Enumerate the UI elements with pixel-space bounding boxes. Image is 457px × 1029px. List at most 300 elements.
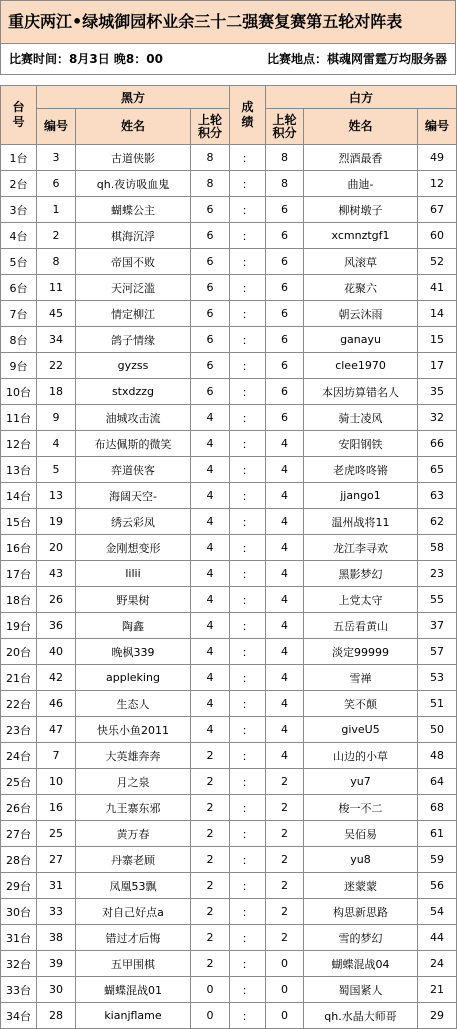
table-row [1, 379, 457, 405]
black-score-cell: 4 [191, 509, 230, 535]
table-no-cell: 29台 [1, 873, 37, 899]
table-no-cell: 9台 [1, 353, 37, 379]
black-number-cell: 27 [37, 847, 76, 873]
result-cell: ： [230, 483, 266, 509]
black-name-cell: 月之泉 [76, 769, 191, 795]
white-number-cell: 66 [418, 431, 457, 457]
table-row [1, 769, 457, 795]
result-cell: ： [230, 509, 266, 535]
white-name-cell: 梭一不二 [304, 795, 418, 821]
info-bar [0, 44, 456, 75]
result-cell: ： [230, 587, 266, 613]
table-no-cell: 18台 [1, 587, 37, 613]
result-cell: ： [230, 535, 266, 561]
white-number-cell: 23 [418, 561, 457, 587]
black-name-cell: 陶鑫 [76, 613, 191, 639]
white-number-cell: 14 [418, 301, 457, 327]
result-cell: ： [230, 691, 266, 717]
table-no-cell: 1台 [1, 145, 37, 171]
black-name-cell: 鸽子情缘 [76, 327, 191, 353]
result-cell: ： [230, 873, 266, 899]
white-name-cell: 柳树墩子 [304, 197, 418, 223]
table-row [1, 223, 457, 249]
black-number-cell: 4 [37, 431, 76, 457]
white-number-cell: 48 [418, 743, 457, 769]
black-score-cell: 2 [191, 769, 230, 795]
white-name-cell: 雪禅 [304, 665, 418, 691]
white-score-cell: 4 [266, 535, 304, 561]
table-row [1, 847, 457, 873]
table-no-cell: 23台 [1, 717, 37, 743]
result-cell: ： [230, 717, 266, 743]
black-score-cell: 8 [191, 171, 230, 197]
table-no-cell: 11台 [1, 405, 37, 431]
black-score-cell: 4 [191, 431, 230, 457]
white-score-cell: 0 [266, 951, 304, 977]
black-score-cell: 6 [191, 327, 230, 353]
black-name-cell: 错过才后悔 [76, 925, 191, 951]
black-number-cell: 5 [37, 457, 76, 483]
result-cell: ： [230, 275, 266, 301]
header-result: 成绩 [230, 86, 266, 145]
header-white: 白方 [266, 86, 457, 109]
black-name-cell: 蝴蝶混战01 [76, 977, 191, 1003]
black-name-cell: 九王寨东邪 [76, 795, 191, 821]
white-number-cell: 24 [418, 951, 457, 977]
table-no-cell: 22台 [1, 691, 37, 717]
black-name-cell: 帝国不败 [76, 249, 191, 275]
black-score-cell: 6 [191, 223, 230, 249]
white-name-cell: 山边的小草 [304, 743, 418, 769]
black-name-cell: 油城攻击流 [76, 405, 191, 431]
white-score-cell: 4 [266, 483, 304, 509]
result-cell: ： [230, 249, 266, 275]
white-name-cell: 骑士凌风 [304, 405, 418, 431]
black-score-cell: 4 [191, 483, 230, 509]
black-score-cell: 2 [191, 951, 230, 977]
white-score-cell: 6 [266, 327, 304, 353]
white-name-cell: clee1970 [304, 353, 418, 379]
black-number-cell: 19 [37, 509, 76, 535]
black-number-cell: 1 [37, 197, 76, 223]
table-no-cell: 25台 [1, 769, 37, 795]
white-number-cell: 41 [418, 275, 457, 301]
black-name-cell: 黄万春 [76, 821, 191, 847]
white-number-cell: 52 [418, 249, 457, 275]
result-cell: ： [230, 951, 266, 977]
white-number-cell: 29 [418, 1003, 457, 1029]
white-score-cell: 2 [266, 795, 304, 821]
header-row-1 [1, 86, 457, 109]
black-score-cell: 0 [191, 1003, 230, 1029]
black-score-cell: 6 [191, 197, 230, 223]
black-score-cell: 6 [191, 353, 230, 379]
table-row [1, 301, 457, 327]
result-cell: ： [230, 639, 266, 665]
white-name-cell: 五岳看黄山 [304, 613, 418, 639]
black-name-cell: 棋海沉浮 [76, 223, 191, 249]
table-no-cell: 7台 [1, 301, 37, 327]
white-score-cell: 4 [266, 561, 304, 587]
white-name-cell: ganayu [304, 327, 418, 353]
black-number-cell: 3 [37, 145, 76, 171]
black-score-cell: 4 [191, 639, 230, 665]
black-number-cell: 38 [37, 925, 76, 951]
white-number-cell: 44 [418, 925, 457, 951]
black-number-cell: 9 [37, 405, 76, 431]
white-score-cell: 4 [266, 665, 304, 691]
black-name-cell: 天河泛滥 [76, 275, 191, 301]
black-name-cell: 蝴蝶公主 [76, 197, 191, 223]
result-cell: ： [230, 197, 266, 223]
black-score-cell: 4 [191, 457, 230, 483]
result-cell: ： [230, 977, 266, 1003]
table-no-cell: 19台 [1, 613, 37, 639]
table-row [1, 977, 457, 1003]
black-name-cell: appleking [76, 665, 191, 691]
table-no-cell: 34台 [1, 1003, 37, 1029]
black-number-cell: 40 [37, 639, 76, 665]
white-score-cell: 0 [266, 1003, 304, 1029]
table-row [1, 899, 457, 925]
black-name-cell: 弈道侠客 [76, 457, 191, 483]
black-score-cell: 4 [191, 613, 230, 639]
black-number-cell: 43 [37, 561, 76, 587]
table-no-cell: 6台 [1, 275, 37, 301]
header-white-number: 编号 [418, 109, 457, 145]
black-number-cell: 28 [37, 1003, 76, 1029]
white-score-cell: 6 [266, 405, 304, 431]
black-number-cell: 34 [37, 327, 76, 353]
table-no-cell: 3台 [1, 197, 37, 223]
black-score-cell: 2 [191, 743, 230, 769]
white-name-cell: 安阳钢铁 [304, 431, 418, 457]
black-score-cell: 0 [191, 977, 230, 1003]
black-number-cell: 39 [37, 951, 76, 977]
table-no-cell: 2台 [1, 171, 37, 197]
white-number-cell: 67 [418, 197, 457, 223]
result-cell: ： [230, 405, 266, 431]
result-cell: ： [230, 301, 266, 327]
result-cell: ： [230, 769, 266, 795]
black-name-cell: 对自己好点a [76, 899, 191, 925]
black-number-cell: 45 [37, 301, 76, 327]
white-score-cell: 6 [266, 275, 304, 301]
black-score-cell: 2 [191, 795, 230, 821]
white-name-cell: 本因坊算错名人 [304, 379, 418, 405]
white-number-cell: 50 [418, 717, 457, 743]
white-score-cell: 4 [266, 743, 304, 769]
white-name-cell: 笑不颠 [304, 691, 418, 717]
white-name-cell: 温州战将11 [304, 509, 418, 535]
table-no-cell: 13台 [1, 457, 37, 483]
result-cell: ： [230, 847, 266, 873]
header-black: 黑方 [37, 86, 230, 109]
black-score-cell: 4 [191, 691, 230, 717]
black-number-cell: 6 [37, 171, 76, 197]
result-cell: ： [230, 353, 266, 379]
black-number-cell: 13 [37, 483, 76, 509]
result-cell: ： [230, 327, 266, 353]
black-score-cell: 4 [191, 405, 230, 431]
white-number-cell: 64 [418, 769, 457, 795]
sheet-title: 重庆两江•绿城御园杯业余三十二强赛复赛第五轮对阵表 [0, 0, 456, 44]
result-cell: ： [230, 431, 266, 457]
result-cell: ： [230, 821, 266, 847]
table-no-cell: 21台 [1, 665, 37, 691]
white-score-cell: 4 [266, 691, 304, 717]
black-score-cell: 4 [191, 665, 230, 691]
black-number-cell: 16 [37, 795, 76, 821]
table-no-cell: 12台 [1, 431, 37, 457]
black-score-cell: 6 [191, 249, 230, 275]
white-name-cell: 黑影梦幻 [304, 561, 418, 587]
table-row [1, 925, 457, 951]
white-name-cell: 吴佰易 [304, 821, 418, 847]
table-row [1, 951, 457, 977]
table-no-cell: 30台 [1, 899, 37, 925]
table-row [1, 743, 457, 769]
white-score-cell: 6 [266, 379, 304, 405]
white-number-cell: 15 [418, 327, 457, 353]
white-score-cell: 6 [266, 249, 304, 275]
white-score-cell: 8 [266, 145, 304, 171]
table-row [1, 613, 457, 639]
white-number-cell: 57 [418, 639, 457, 665]
black-number-cell: 8 [37, 249, 76, 275]
black-number-cell: 10 [37, 769, 76, 795]
table-row [1, 639, 457, 665]
white-number-cell: 49 [418, 145, 457, 171]
black-name-cell: 金刚想变形 [76, 535, 191, 561]
black-name-cell: 古道侠影 [76, 145, 191, 171]
black-name-cell: 情定柳江 [76, 301, 191, 327]
table-no-cell: 26台 [1, 795, 37, 821]
black-name-cell: stxdzzg [76, 379, 191, 405]
result-cell: ： [230, 379, 266, 405]
table-row [1, 665, 457, 691]
white-score-cell: 4 [266, 717, 304, 743]
table-row [1, 873, 457, 899]
black-name-cell: lilii [76, 561, 191, 587]
table-no-cell: 28台 [1, 847, 37, 873]
black-name-cell: 凤凰53飘 [76, 873, 191, 899]
black-number-cell: 7 [37, 743, 76, 769]
white-name-cell: 构思新思路 [304, 899, 418, 925]
black-name-cell: 晚枫339 [76, 639, 191, 665]
white-score-cell: 2 [266, 769, 304, 795]
table-no-cell: 33台 [1, 977, 37, 1003]
result-cell: ： [230, 925, 266, 951]
table-no-cell: 27台 [1, 821, 37, 847]
result-cell: ： [230, 795, 266, 821]
white-number-cell: 62 [418, 509, 457, 535]
table-no-cell: 20台 [1, 639, 37, 665]
table-no-cell: 16台 [1, 535, 37, 561]
black-name-cell: 野果树 [76, 587, 191, 613]
white-number-cell: 32 [418, 405, 457, 431]
black-number-cell: 46 [37, 691, 76, 717]
table-row [1, 171, 457, 197]
black-score-cell: 6 [191, 301, 230, 327]
match-venue: 比赛地点：棋魂网雷霆万均服务器 [266, 52, 447, 66]
table-row [1, 561, 457, 587]
header-table-no: 台号 [1, 86, 37, 145]
result-cell: ： [230, 899, 266, 925]
black-name-cell: 快乐小鱼2011 [76, 717, 191, 743]
white-name-cell: 上党太守 [304, 587, 418, 613]
white-score-cell: 6 [266, 301, 304, 327]
white-score-cell: 4 [266, 639, 304, 665]
black-score-cell: 6 [191, 275, 230, 301]
table-no-cell: 31台 [1, 925, 37, 951]
black-number-cell: 26 [37, 587, 76, 613]
black-score-cell: 4 [191, 561, 230, 587]
table-row [1, 405, 457, 431]
black-name-cell: 海阔天空- [76, 483, 191, 509]
black-number-cell: 42 [37, 665, 76, 691]
result-cell: ： [230, 457, 266, 483]
black-score-cell: 2 [191, 847, 230, 873]
white-name-cell: 老虎咚咚锵 [304, 457, 418, 483]
result-cell: ： [230, 613, 266, 639]
black-score-cell: 2 [191, 821, 230, 847]
white-score-cell: 2 [266, 847, 304, 873]
match-time: 比赛时间：8月3日 晚8：00 [9, 52, 163, 66]
black-name-cell: gyzss [76, 353, 191, 379]
result-cell: ： [230, 145, 266, 171]
white-score-cell: 4 [266, 613, 304, 639]
white-score-cell: 4 [266, 587, 304, 613]
white-score-cell: 6 [266, 223, 304, 249]
white-number-cell: 12 [418, 171, 457, 197]
table-row [1, 275, 457, 301]
table-no-cell: 10台 [1, 379, 37, 405]
white-number-cell: 56 [418, 873, 457, 899]
white-number-cell: 51 [418, 691, 457, 717]
table-no-cell: 17台 [1, 561, 37, 587]
black-score-cell: 4 [191, 717, 230, 743]
black-number-cell: 18 [37, 379, 76, 405]
table-no-cell: 5台 [1, 249, 37, 275]
black-name-cell: 布达佩斯的微笑 [76, 431, 191, 457]
table-row [1, 821, 457, 847]
white-score-cell: 2 [266, 899, 304, 925]
white-number-cell: 53 [418, 665, 457, 691]
black-score-cell: 2 [191, 873, 230, 899]
table-no-cell: 24台 [1, 743, 37, 769]
white-number-cell: 65 [418, 457, 457, 483]
white-score-cell: 4 [266, 431, 304, 457]
table-row [1, 431, 457, 457]
pairing-table [0, 85, 457, 1029]
black-score-cell: 4 [191, 535, 230, 561]
header-white-score: 上轮积分 [266, 109, 304, 145]
black-number-cell: 11 [37, 275, 76, 301]
result-cell: ： [230, 1003, 266, 1029]
black-number-cell: 20 [37, 535, 76, 561]
black-name-cell: 生态人 [76, 691, 191, 717]
white-name-cell: 朝云沐雨 [304, 301, 418, 327]
white-score-cell: 4 [266, 509, 304, 535]
white-name-cell: 蝴蝶混战04 [304, 951, 418, 977]
white-name-cell: xcmnztgf1 [304, 223, 418, 249]
black-score-cell: 2 [191, 899, 230, 925]
table-row [1, 249, 457, 275]
black-number-cell: 31 [37, 873, 76, 899]
white-score-cell: 8 [266, 171, 304, 197]
white-name-cell: 龙江李寻欢 [304, 535, 418, 561]
white-name-cell: 烈酒最香 [304, 145, 418, 171]
black-name-cell: 五甲围棋 [76, 951, 191, 977]
black-name-cell: qh.夜访吸血鬼 [76, 171, 191, 197]
table-row [1, 327, 457, 353]
result-cell: ： [230, 171, 266, 197]
white-score-cell: 4 [266, 457, 304, 483]
black-score-cell: 6 [191, 379, 230, 405]
black-name-cell: 绣云彩凤 [76, 509, 191, 535]
table-row [1, 197, 457, 223]
table-no-cell: 14台 [1, 483, 37, 509]
white-number-cell: 58 [418, 535, 457, 561]
black-score-cell: 4 [191, 587, 230, 613]
black-number-cell: 33 [37, 899, 76, 925]
white-name-cell: 迷蒙蒙 [304, 873, 418, 899]
white-name-cell: giveU5 [304, 717, 418, 743]
black-score-cell: 8 [191, 145, 230, 171]
black-number-cell: 2 [37, 223, 76, 249]
white-name-cell: 花聚六 [304, 275, 418, 301]
black-number-cell: 22 [37, 353, 76, 379]
table-no-cell: 4台 [1, 223, 37, 249]
white-name-cell: 风滚草 [304, 249, 418, 275]
white-number-cell: 21 [418, 977, 457, 1003]
table-no-cell: 32台 [1, 951, 37, 977]
white-name-cell: yu8 [304, 847, 418, 873]
white-name-cell: 蜀国紧人 [304, 977, 418, 1003]
result-cell: ： [230, 561, 266, 587]
table-row [1, 717, 457, 743]
result-cell: ： [230, 743, 266, 769]
white-number-cell: 37 [418, 613, 457, 639]
table-row [1, 457, 457, 483]
table-row [1, 587, 457, 613]
header-row-2 [1, 109, 457, 145]
black-name-cell: kianjflame [76, 1003, 191, 1029]
header-black-name: 姓名 [76, 109, 191, 145]
table-row [1, 691, 457, 717]
white-score-cell: 2 [266, 873, 304, 899]
white-number-cell: 17 [418, 353, 457, 379]
white-number-cell: 61 [418, 821, 457, 847]
table-row [1, 483, 457, 509]
table-no-cell: 15台 [1, 509, 37, 535]
white-score-cell: 2 [266, 821, 304, 847]
table-row [1, 795, 457, 821]
table-row [1, 145, 457, 171]
header-black-score: 上轮积分 [191, 109, 230, 145]
white-score-cell: 6 [266, 353, 304, 379]
white-number-cell: 35 [418, 379, 457, 405]
white-number-cell: 55 [418, 587, 457, 613]
black-number-cell: 30 [37, 977, 76, 1003]
header-white-name: 姓名 [304, 109, 418, 145]
black-name-cell: 大英雄奔奔 [76, 743, 191, 769]
white-score-cell: 0 [266, 977, 304, 1003]
header-black-number: 编号 [37, 109, 76, 145]
black-score-cell: 2 [191, 925, 230, 951]
black-number-cell: 36 [37, 613, 76, 639]
